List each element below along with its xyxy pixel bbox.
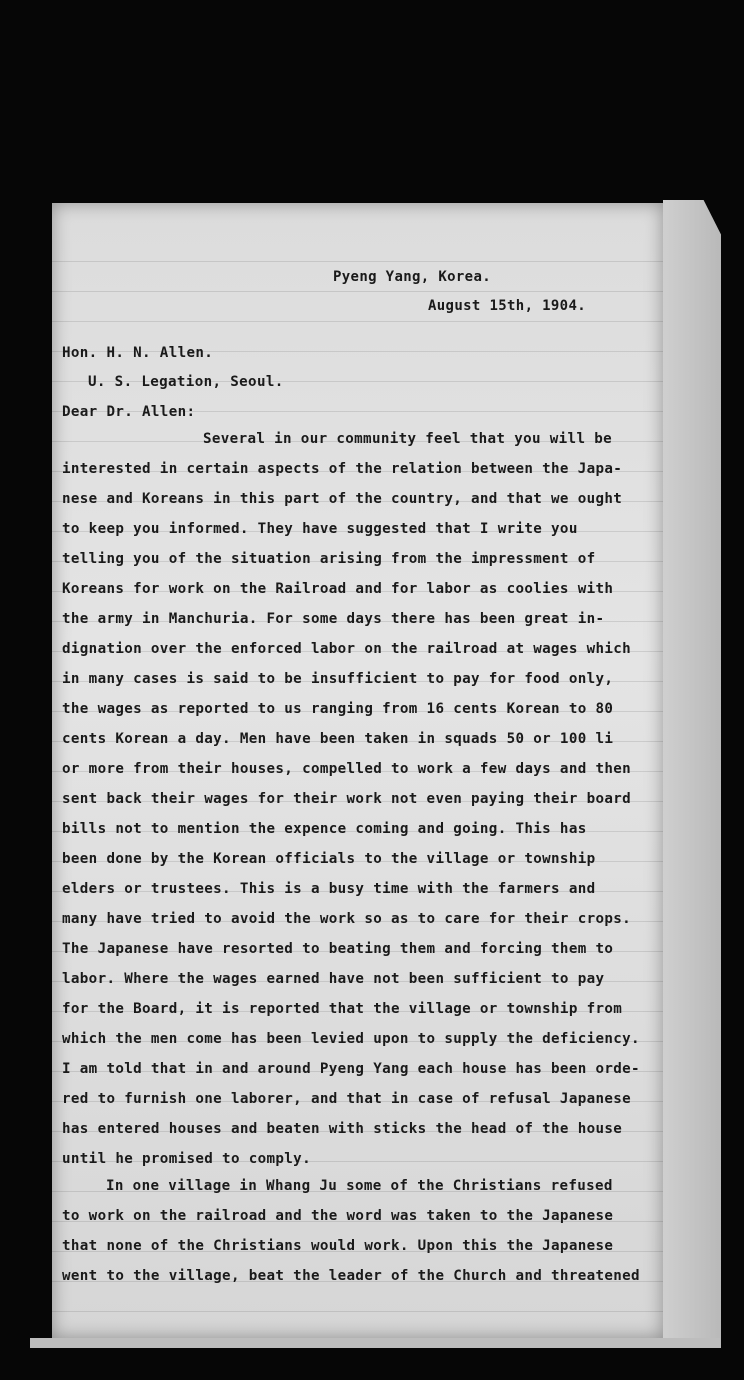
body-line: which the men come has been levied upon to supply the deficiency.	[62, 1031, 640, 1047]
body-line: interested in certain aspects of the relation between the Japa-	[62, 461, 623, 477]
body-line: to work on the railroad and the word was taken to the Japanese	[62, 1208, 614, 1224]
body-line: telling you of the situation arising from the impressment of	[62, 551, 596, 567]
salutation: Dear Dr. Allen:	[62, 404, 196, 420]
body-line: labor. Where the wages earned have not been sufficient to pay	[62, 971, 605, 987]
recipient-address: U. S. Legation, Seoul.	[88, 374, 284, 390]
body-line: dignation over the enforced labor on the railroad at wages which	[62, 641, 632, 657]
body-line: until he promised to comply.	[62, 1151, 311, 1167]
body-line: has entered houses and beaten with sticks the head of the house	[62, 1121, 623, 1137]
body-line: cents Korean a day. Men have been taken in squads 50 or 100 li	[62, 731, 614, 747]
body-line: or more from their houses, compelled to work a few days and then	[62, 761, 632, 777]
recipient-name: Hon. H. N. Allen.	[62, 345, 214, 361]
body-line: sent back their wages for their work not even paying their board	[62, 791, 632, 807]
body-line: In one village in Whang Ju some of the Christians refused	[106, 1178, 613, 1194]
letter-place: Pyeng Yang, Korea.	[333, 269, 492, 285]
letter-date: August 15th, 1904.	[428, 298, 587, 314]
body-line: red to furnish one laborer, and that in case of refusal Japanese	[62, 1091, 632, 1107]
body-line: went to the village, beat the leader of the Church and threatened	[62, 1268, 640, 1284]
body-line: nese and Koreans in this part of the country, and that we ought	[62, 491, 623, 507]
body-line: Several in our community feel that you will be	[203, 431, 613, 447]
body-line: many have tried to avoid the work so as to care for their crops.	[62, 911, 632, 927]
body-line: been done by the Korean officials to the village or township	[62, 851, 596, 867]
body-line: The Japanese have resorted to beating them and forcing them to	[62, 941, 614, 957]
body-line: Koreans for work on the Railroad and for labor as coolies with	[62, 581, 614, 597]
body-line: for the Board, it is reported that the village or township from	[62, 1001, 623, 1017]
body-line: bills not to mention the expence coming and going. This has	[62, 821, 587, 837]
body-line: that none of the Christians would work. Upon this the Japanese	[62, 1238, 614, 1254]
body-line: in many cases is said to be insufficient to pay for food only,	[62, 671, 614, 687]
body-line: elders or trustees. This is a busy time with the farmers and	[62, 881, 596, 897]
body-line: the army in Manchuria. For some days there has been great in-	[62, 611, 605, 627]
body-line: I am told that in and around Pyeng Yang each house has been orde-	[62, 1061, 640, 1077]
body-line: to keep you informed. They have suggested that I write you	[62, 521, 578, 537]
body-line: the wages as reported to us ranging from 16 cents Korean to 80	[62, 701, 614, 717]
